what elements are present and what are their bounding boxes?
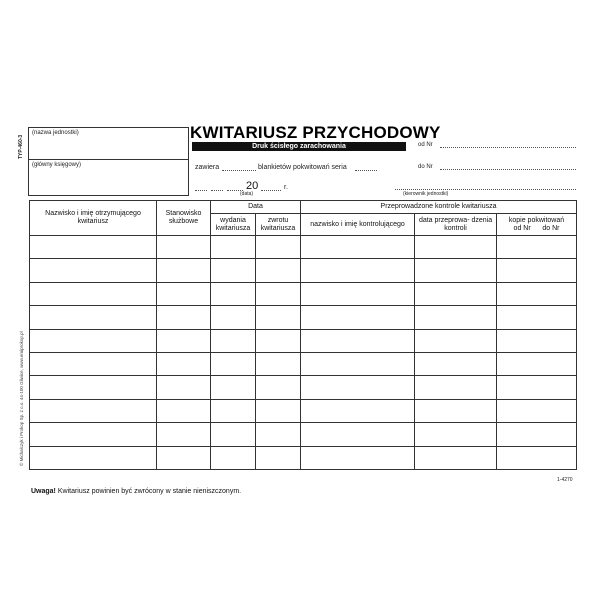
table-cell[interactable]	[301, 352, 415, 375]
table-cell[interactable]	[301, 236, 415, 259]
table-cell[interactable]	[301, 259, 415, 282]
table-row	[30, 352, 577, 375]
table-cell[interactable]	[497, 282, 577, 305]
col-header-wydania: wydania kwitariusza	[211, 214, 256, 236]
table-cell[interactable]	[497, 236, 577, 259]
table-cell[interactable]	[256, 259, 301, 282]
table-cell[interactable]	[301, 376, 415, 399]
table-cell[interactable]	[415, 236, 497, 259]
col-header-stanowisko: Stanowisko służbowe	[157, 201, 211, 236]
table-row	[30, 446, 577, 469]
col-header-kontrolujacy: nazwisko i imię kontrolującego	[301, 214, 415, 236]
zawiera-field[interactable]	[222, 170, 256, 171]
col-header-zwrotu: zwrotu kwitariusza	[256, 214, 301, 236]
table-cell[interactable]	[30, 446, 157, 469]
table-cell[interactable]	[415, 306, 497, 329]
table-cell[interactable]	[30, 329, 157, 352]
table-cell[interactable]	[256, 423, 301, 446]
kwitariusz-form	[17, 121, 583, 499]
table-cell[interactable]	[30, 352, 157, 375]
table-cell[interactable]	[157, 329, 211, 352]
form-type-code: TYP-460-3	[18, 134, 24, 159]
month-field[interactable]	[211, 190, 223, 191]
table-cell[interactable]	[301, 282, 415, 305]
blankietow-label: blankietów pokwitowań seria	[258, 164, 347, 171]
table-cell[interactable]	[415, 352, 497, 375]
table-cell[interactable]	[256, 282, 301, 305]
table-row	[30, 329, 577, 352]
table-cell[interactable]	[211, 236, 256, 259]
table-cell[interactable]	[211, 352, 256, 375]
od-nr-field[interactable]	[440, 147, 576, 148]
table-row	[30, 376, 577, 399]
kwitariusz-table	[29, 200, 577, 470]
table-cell[interactable]	[211, 329, 256, 352]
table-row	[30, 399, 577, 422]
table-row	[30, 423, 577, 446]
table-cell[interactable]	[415, 282, 497, 305]
table-cell[interactable]	[497, 399, 577, 422]
year-suffix: r.	[284, 184, 288, 191]
table-cell[interactable]	[30, 259, 157, 282]
glowny-ksiegowy-label: (główny księgowy)	[32, 162, 82, 168]
table-cell[interactable]	[497, 306, 577, 329]
table-row	[30, 282, 577, 305]
table-cell[interactable]	[211, 423, 256, 446]
nazwa-jednostki-box	[28, 127, 189, 160]
table-cell[interactable]	[211, 376, 256, 399]
table-cell[interactable]	[30, 376, 157, 399]
day-field[interactable]	[195, 190, 207, 191]
table-cell[interactable]	[211, 399, 256, 422]
table-cell[interactable]	[157, 352, 211, 375]
table-cell[interactable]	[497, 423, 577, 446]
uwaga-label: Uwaga!	[31, 488, 56, 495]
table-cell[interactable]	[157, 259, 211, 282]
do-nr-label: do Nr	[418, 164, 433, 170]
nazwa-jednostki-label: (nazwa jednostki)	[32, 130, 79, 136]
table-cell[interactable]	[497, 376, 577, 399]
table-cell[interactable]	[415, 376, 497, 399]
col-header-kontrole: Przeprowadzone kontrole kwitariusza	[301, 201, 577, 214]
table-cell[interactable]	[415, 423, 497, 446]
form-code: 1-4270	[557, 477, 573, 483]
table-cell[interactable]	[497, 329, 577, 352]
table-cell[interactable]	[30, 236, 157, 259]
subtitle-bar: Druk ścisłego zarachowania	[192, 142, 406, 151]
table-cell[interactable]	[157, 236, 211, 259]
table-cell[interactable]	[301, 399, 415, 422]
col-header-data: Data	[211, 201, 301, 214]
table-row	[30, 259, 577, 282]
table-cell[interactable]	[256, 306, 301, 329]
table-cell[interactable]	[256, 236, 301, 259]
table-cell[interactable]	[256, 329, 301, 352]
col-header-otrzymujacy: Nazwisko i imię otrzymującego kwitariusz	[30, 201, 157, 236]
table-cell[interactable]	[30, 423, 157, 446]
table-body	[30, 236, 577, 470]
od-nr-label: od Nr	[418, 142, 433, 148]
table-cell[interactable]	[30, 282, 157, 305]
table-cell[interactable]	[30, 306, 157, 329]
uwaga-text: Kwitariusz powinien być zwrócony w stanie nieniszczonym.	[57, 488, 242, 495]
table-cell[interactable]	[256, 446, 301, 469]
table-cell[interactable]	[301, 329, 415, 352]
table-cell[interactable]	[157, 306, 211, 329]
zawiera-label: zawiera	[195, 164, 220, 171]
col-header-data-kontroli: data przeprowa- dzenia kontroli	[415, 214, 497, 236]
table-cell[interactable]	[301, 446, 415, 469]
table-cell[interactable]	[256, 352, 301, 375]
table-cell[interactable]	[301, 306, 415, 329]
table-cell[interactable]	[30, 399, 157, 422]
table-cell[interactable]	[157, 376, 211, 399]
table-cell[interactable]	[157, 399, 211, 422]
kierownik-signature-field[interactable]	[395, 189, 576, 190]
table-cell[interactable]	[415, 329, 497, 352]
page-title: KWITARIUSZ PRZYCHODOWY	[190, 123, 441, 142]
footer-note	[31, 488, 241, 495]
table-cell[interactable]	[497, 352, 577, 375]
table-cell[interactable]	[157, 282, 211, 305]
table-cell[interactable]	[211, 446, 256, 469]
table-cell[interactable]	[211, 259, 256, 282]
table-cell[interactable]	[256, 399, 301, 422]
table-cell[interactable]	[157, 446, 211, 469]
table-cell[interactable]	[497, 446, 577, 469]
publisher-copyright: © Michalczyk i Prokop Sp. z o.o. 44-100 Gliwice, www.emiprokop.pl	[19, 331, 24, 466]
year-field[interactable]	[261, 190, 281, 191]
table-cell[interactable]	[497, 259, 577, 282]
table-row	[30, 306, 577, 329]
kierownik-caption: (kierownik jednostki)	[403, 191, 449, 197]
seria-field[interactable]	[355, 170, 377, 171]
table-row	[30, 236, 577, 259]
table-cell[interactable]	[211, 306, 256, 329]
table-cell[interactable]	[301, 423, 415, 446]
table-cell[interactable]	[211, 282, 256, 305]
table-cell[interactable]	[415, 399, 497, 422]
table-cell[interactable]	[256, 376, 301, 399]
table-cell[interactable]	[415, 446, 497, 469]
table-cell[interactable]	[415, 259, 497, 282]
glowny-ksiegowy-box	[28, 159, 189, 196]
year-prefix: 20	[246, 180, 259, 192]
table-cell[interactable]	[157, 423, 211, 446]
col-header-kopie: kopie pokwitowań od Nr do Nr	[497, 214, 577, 236]
do-nr-field[interactable]	[440, 169, 576, 170]
data-caption: (data)	[240, 191, 254, 197]
